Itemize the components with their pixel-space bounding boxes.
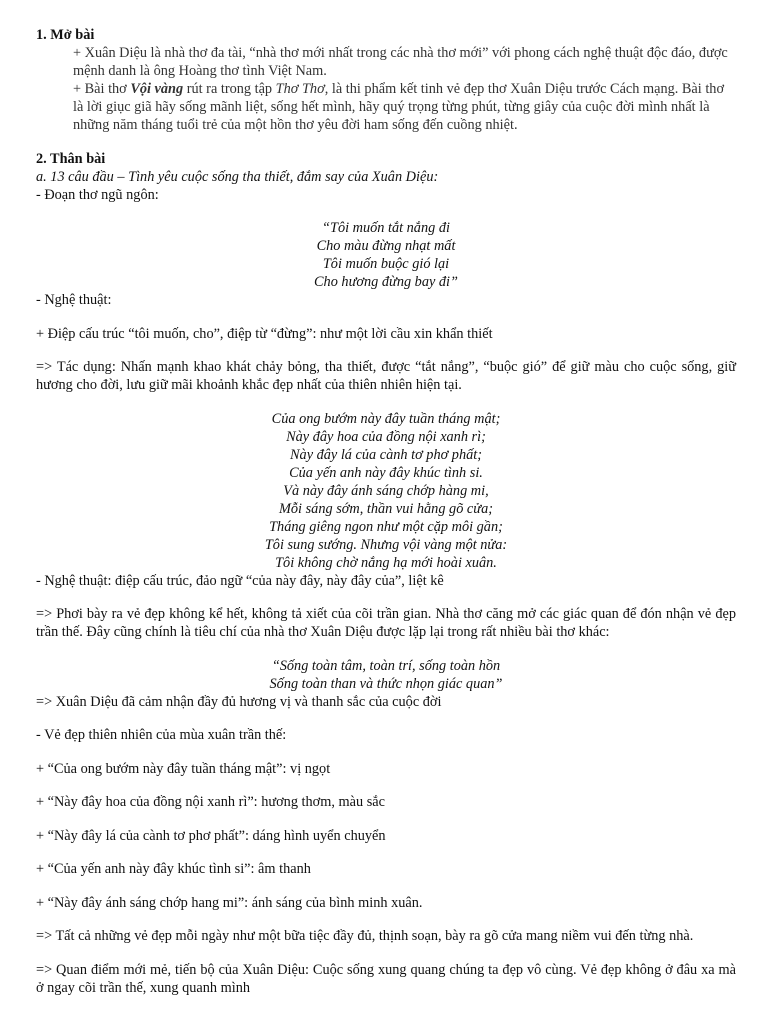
section-a-title: a. 13 câu đầu – Tình yêu cuộc sống tha thiết, đắm say của Xuân Diệu: bbox=[36, 168, 439, 185]
cam-nhan-paragraph: => Xuân Diệu đã cảm nhận đầy đủ hương vị và thanh sắc của cuộc đời bbox=[36, 693, 442, 710]
list-item: + “Của ong bướm này đây tuần tháng mật”: vị ngọt bbox=[36, 760, 331, 777]
list-item: + “Của yến anh này đây khúc tình si”: âm thanh bbox=[36, 861, 311, 877]
text-fragment: + Bài thơ bbox=[73, 81, 131, 97]
poem-quote-3 bbox=[36, 657, 736, 693]
ve-dep-label: - Vẻ đẹp thiên nhiên của mùa xuân trần thế: bbox=[36, 727, 287, 743]
nghe-thuat-label: - Nghệ thuật: bbox=[36, 292, 112, 308]
nghe-thuat-2-paragraph: - Nghệ thuật: điệp cấu trúc, đảo ngữ “của này đây, này đây của”, liệt kê bbox=[36, 572, 444, 589]
poem-quote-2 bbox=[36, 410, 736, 572]
poem-line: Cho hương đừng bay đi” bbox=[314, 274, 458, 290]
tac-dung-paragraph: => Tác dụng: Nhấn mạnh khao khát chảy bỏng, tha thiết, được “tắt nắng”, “buộc gió” để giữ màu cho cuộc sống, giữ hương cho đời, lưu giữ mãi khoảnh khắc đẹp nhất của thiên nhiên hiện tại. bbox=[36, 359, 736, 393]
poem-line: Của ong bướm này đây tuần tháng mật; bbox=[271, 410, 501, 427]
poem-title: Vội vàng bbox=[130, 81, 184, 97]
heading-mo-bai: 1. Mở bài bbox=[36, 27, 95, 43]
list-item: + “Này đây hoa của đồng nội xanh rì”: hương thơm, màu sắc bbox=[36, 794, 385, 810]
collection-title: Thơ Thơ bbox=[275, 81, 325, 97]
text-fragment: rút ra trong tập bbox=[183, 81, 276, 97]
poem-line: Tôi sung sướng. Nhưng vội vàng một nửa: bbox=[264, 536, 508, 553]
list-item: + “Này đây ánh sáng chớp hang mi”: ánh sáng của bình minh xuân. bbox=[36, 894, 423, 911]
diep-paragraph: + Điệp cấu trúc “tôi muốn, cho”, điệp từ “đừng”: như một lời cầu xin khẩn thiết bbox=[36, 325, 493, 342]
list-item: + “Này đây lá của cành tơ phơ phất”: dáng hình uyển chuyển bbox=[36, 827, 386, 844]
heading-than-bai: 2. Thân bài bbox=[36, 150, 106, 167]
poem-line: Cho màu đừng nhạt mất bbox=[316, 238, 456, 254]
doan-tho-label: - Đoạn thơ ngũ ngôn: bbox=[36, 186, 159, 203]
poem-line: Và này đây ánh sáng chớp hàng mi, bbox=[283, 482, 489, 499]
mo-bai-paragraph-1: + Xuân Diệu là nhà thơ đa tài, “nhà thơ mới nhất trong các nhà thơ mới” với phong cách nghệ thuật độc đáo, được mệnh danh là ông Hoàng thơ tình Việt Nam. bbox=[73, 45, 728, 79]
poem-line: Sống toàn than và thức nhọn giác quan” bbox=[269, 675, 503, 692]
tat-ca-paragraph: => Tất cả những vẻ đẹp mỗi ngày như một bữa tiệc đầy đủ, thịnh soạn, bày ra gõ cửa mang niềm vui đến từng nhà. bbox=[36, 928, 694, 944]
quan-diem-paragraph: => Quan điểm mới mẻ, tiến bộ của Xuân Diệu: Cuộc sống xung quang chúng ta đẹp vô cùng. Vẻ đẹp không ở đâu xa mà ở ngay cõi trần thế, xung quanh mình bbox=[36, 961, 736, 996]
poem-line: Mỗi sáng sớm, thần vui hằng gõ cửa; bbox=[279, 500, 493, 517]
poem-line: “Sống toàn tâm, toàn trí, sống toàn hồn bbox=[271, 657, 501, 674]
poem-line: Này đây lá của cành tơ phơ phất; bbox=[290, 446, 482, 463]
poem-line: Tháng giêng ngon như một cặp môi gần; bbox=[269, 518, 503, 535]
text-fragment: , là thi phẩm kết tinh vẻ đẹp thơ Xuân Diệu trước Cách mạng. Bài thơ là lời giục giã hãy sống mãnh liệt, sống hết mình, hãy quý trọng từng phút, từng giây của cuộc đời mình nhất là những năm tháng tuổi trẻ của một hồn thơ yêu đời ham sống đến cuồng nhiệt. bbox=[73, 81, 724, 133]
poem-line: Tôi không chờ nắng hạ mới hoài xuân. bbox=[275, 554, 497, 571]
phoi-bay-paragraph: => Phơi bày ra vẻ đẹp không kể hết, không tả xiết của cõi trần gian. Nhà thơ căng mở các giác quan để đón nhận vẻ đẹp trần thế. Đây cũng chính là tiêu chí của nhà thơ Xuân Diệu được lặp lại trong rất nhiều bài thơ khác: bbox=[36, 606, 736, 640]
poem-line: “Tôi muốn tắt nắng đi bbox=[322, 220, 450, 236]
mo-bai-paragraph-2 bbox=[36, 80, 736, 134]
poem-quote-1 bbox=[36, 219, 736, 291]
poem-line: Này đây hoa của đồng nội xanh rì; bbox=[286, 428, 486, 445]
poem-line: Của yến anh này đây khúc tình si. bbox=[289, 464, 483, 481]
poem-line: Tôi muốn buộc gió lại bbox=[322, 256, 450, 272]
